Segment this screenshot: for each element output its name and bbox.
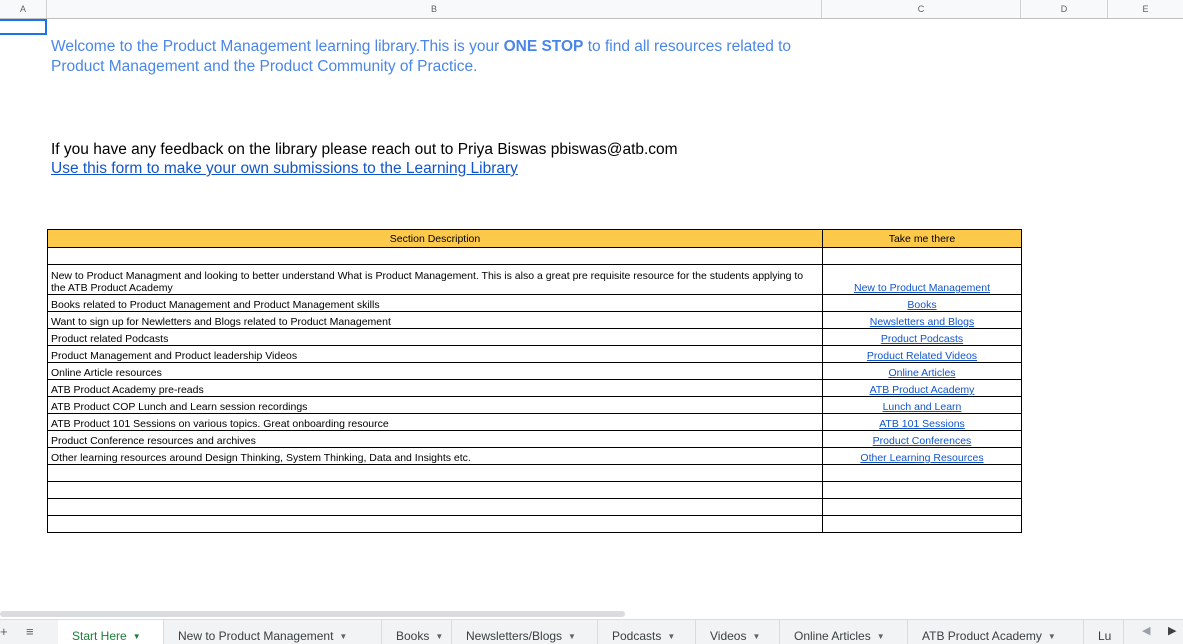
table-row xyxy=(48,499,1022,516)
welcome-message xyxy=(51,37,811,76)
row-link-cell[interactable] xyxy=(823,346,1022,363)
row-link-cell[interactable] xyxy=(823,265,1022,295)
sheet-tab-label: Podcasts xyxy=(612,629,662,643)
sheet-tab[interactable] xyxy=(164,620,382,644)
row-description[interactable]: ATB Product COP Lunch and Learn session recordings xyxy=(48,397,823,414)
sheet-tab[interactable] xyxy=(780,620,908,644)
row-link-cell[interactable] xyxy=(823,516,1022,533)
sheet-tab-label: Books xyxy=(396,629,430,643)
row-link-cell[interactable] xyxy=(823,448,1022,465)
row-description[interactable] xyxy=(48,499,823,516)
table-row xyxy=(48,431,1022,448)
row-link-cell[interactable] xyxy=(823,363,1022,380)
row-description[interactable] xyxy=(48,482,823,499)
table-row xyxy=(48,346,1022,363)
sheet-tab[interactable] xyxy=(908,620,1084,644)
row-description[interactable]: ATB Product Academy pre-reads xyxy=(48,380,823,397)
section-link[interactable]: Online Articles xyxy=(888,367,956,379)
tab-menu-caret-icon[interactable]: ▼ xyxy=(435,632,444,641)
row-description[interactable]: Product related Podcasts xyxy=(48,329,823,346)
row-description[interactable] xyxy=(48,465,823,482)
sheet-tab[interactable] xyxy=(598,620,696,644)
section-link[interactable]: Lunch and Learn xyxy=(882,401,962,413)
section-link[interactable]: New to Product Management xyxy=(854,282,990,294)
table-row xyxy=(48,397,1022,414)
row-link-cell[interactable] xyxy=(823,380,1022,397)
table-row xyxy=(48,448,1022,465)
horizontal-scrollbar[interactable] xyxy=(0,611,625,617)
table-row xyxy=(48,380,1022,397)
tab-menu-caret-icon[interactable]: ▼ xyxy=(667,632,676,641)
row-link-cell[interactable] xyxy=(823,482,1022,499)
section-link[interactable]: Books xyxy=(907,299,937,311)
sheet-tab-label: Lu xyxy=(1098,629,1112,643)
sheet-tab-label: Start Here xyxy=(72,629,127,643)
column-header-bar xyxy=(0,0,1183,19)
column-header-d[interactable]: D xyxy=(1021,0,1108,18)
section-link[interactable]: Other Learning Resources xyxy=(860,452,984,464)
row-description[interactable]: Product Management and Product leadership Videos xyxy=(48,346,823,363)
welcome-emphasis: ONE STOP xyxy=(503,38,584,55)
section-link[interactable]: Product Conferences xyxy=(872,435,972,447)
tab-menu-caret-icon[interactable]: ▼ xyxy=(132,632,141,641)
section-link[interactable]: ATB Product Academy xyxy=(869,384,975,396)
submission-form-link[interactable]: Use this form to make your own submissions to the Learning Library xyxy=(51,160,518,177)
table-row xyxy=(48,265,1022,295)
sheet-tab-label: ATB Product Academy xyxy=(922,629,1042,643)
tab-menu-caret-icon[interactable]: ▼ xyxy=(339,632,348,641)
welcome-text-end: to find all resources related to Product Management and the Product Community of Practice. xyxy=(51,38,792,75)
sheet-tab-label: Videos xyxy=(710,629,747,643)
row-link-cell[interactable] xyxy=(823,248,1022,265)
table-row xyxy=(48,248,1022,265)
all-sheets-icon[interactable]: ≡ xyxy=(26,624,34,639)
scroll-tabs-left-icon[interactable]: ◀ xyxy=(1142,625,1151,637)
tab-menu-caret-icon[interactable]: ▼ xyxy=(876,632,885,641)
sheet-tab[interactable] xyxy=(1084,620,1124,644)
row-link-cell[interactable] xyxy=(823,312,1022,329)
scroll-tabs-right-icon[interactable]: ▶ xyxy=(1168,625,1177,637)
table-row xyxy=(48,414,1022,431)
feedback-message: If you have any feedback on the library please reach out to Priya Biswas pbiswas@atb.com xyxy=(51,141,678,158)
row-description[interactable]: Product Conference resources and archives xyxy=(48,431,823,448)
row-link-cell[interactable] xyxy=(823,295,1022,312)
section-link[interactable]: Newsletters and Blogs xyxy=(869,316,975,328)
add-sheet-icon[interactable]: + xyxy=(0,624,8,639)
sheet-tab-label: Newsletters/Blogs xyxy=(466,629,563,643)
library-table xyxy=(47,229,1022,533)
table-row xyxy=(48,465,1022,482)
table-row xyxy=(48,516,1022,533)
selected-cell[interactable] xyxy=(0,19,47,35)
welcome-text-start: Welcome to the Product Management learning library.This is your xyxy=(51,38,504,55)
sheet-tab-label: New to Product Management xyxy=(178,629,334,643)
sheet-tab[interactable] xyxy=(58,620,164,644)
row-link-cell[interactable] xyxy=(823,499,1022,516)
table-row xyxy=(48,482,1022,499)
column-header-a[interactable]: A xyxy=(0,0,47,18)
row-description[interactable]: Want to sign up for Newletters and Blogs related to Product Management xyxy=(48,312,823,329)
row-description[interactable]: Other learning resources around Design Thinking, System Thinking, Data and Insights etc. xyxy=(48,448,823,465)
row-description[interactable] xyxy=(48,248,823,265)
sheet-tab[interactable] xyxy=(452,620,598,644)
row-link-cell[interactable] xyxy=(823,465,1022,482)
column-header-c[interactable]: C xyxy=(822,0,1021,18)
table-row xyxy=(48,329,1022,346)
row-description[interactable]: ATB Product 101 Sessions on various topics. Great onboarding resource xyxy=(48,414,823,431)
row-description[interactable] xyxy=(48,516,823,533)
row-link-cell[interactable] xyxy=(823,431,1022,448)
section-link[interactable]: ATB 101 Sessions xyxy=(879,418,965,430)
sheet-tab-label: Online Articles xyxy=(794,629,871,643)
row-description[interactable]: New to Product Managment and looking to better understand What is Product Management. This is also a great pre requisite resource for the students applying to the ATB Product Academy xyxy=(48,265,823,295)
row-link-cell[interactable] xyxy=(823,414,1022,431)
section-link[interactable]: Product Podcasts xyxy=(880,333,964,345)
row-link-cell[interactable] xyxy=(823,397,1022,414)
row-link-cell[interactable] xyxy=(823,329,1022,346)
row-description[interactable]: Online Article resources xyxy=(48,363,823,380)
header-take-me-there: Take me there xyxy=(823,230,1022,248)
table-row xyxy=(48,363,1022,380)
table-row xyxy=(48,312,1022,329)
sheet-tab[interactable] xyxy=(696,620,780,644)
header-section-description: Section Description xyxy=(48,230,823,248)
table-header-row xyxy=(48,230,1022,248)
sheet-tab[interactable] xyxy=(382,620,452,644)
table-row xyxy=(48,295,1022,312)
tab-menu-caret-icon[interactable]: ▼ xyxy=(752,632,761,641)
section-link[interactable]: Product Related Videos xyxy=(866,350,978,362)
row-description[interactable]: Books related to Product Management and Product Management skills xyxy=(48,295,823,312)
sheet-tab-bar xyxy=(0,619,1183,644)
column-header-e[interactable]: E xyxy=(1142,4,1149,14)
tab-menu-caret-icon[interactable]: ▼ xyxy=(568,632,576,641)
column-header-b[interactable]: B xyxy=(47,0,822,18)
tab-menu-caret-icon[interactable]: ▼ xyxy=(1047,632,1056,641)
